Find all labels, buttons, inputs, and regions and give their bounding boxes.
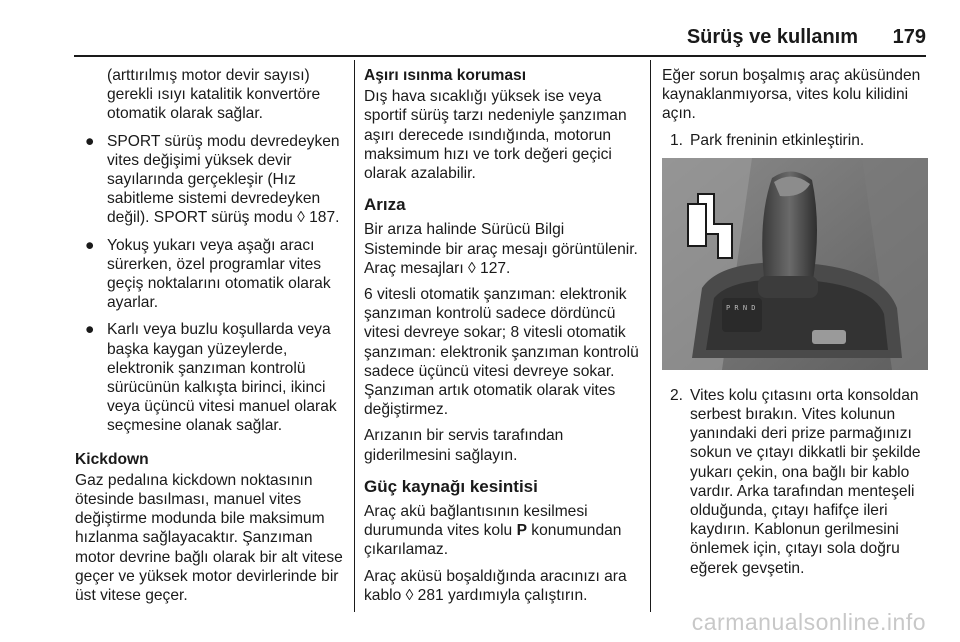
section-title: Sürüş ve kullanım	[686, 26, 858, 48]
bullet-item	[75, 236, 347, 313]
bullet-text: SPORT sürüş modu devredeyken vites değişimi yüksek devir sayılarında gerçekleşir (Hız sabitleme sistemi devredeyken değil). SPORT sürüş modu ◊ 187.	[107, 132, 340, 227]
power-heading: Güç kaynağı kesintisi	[364, 476, 538, 496]
kickdown-paragraph: Gaz pedalına kickdown noktasının ötesinde basılması, manuel vites değiştirme modunda bile maksimum hızlanma sağlayacaktır. Şanzıman motor devrine bağlı olarak bir alt vitese geçer ve yüksek motor devirlerinde bir üst vitese geçer.	[75, 471, 343, 605]
step-text: Vites kolu çıtasını orta konsoldan serbest bırakın. Vites kolunun yanındaki deri prize parmağınızı sokun ve çıtayı dikkatli bir şekilde yukarı çekin, ona bağlı bir kablo vardır. Arka tarafından menteşeli olduğunda, çıtayı hafifçe ileri kaydırın. Kablonun gerilmesini önlemek için, çıtayı sola doğru eğerek gevşetin.	[690, 386, 921, 577]
step-item	[662, 131, 928, 150]
column-middle	[364, 66, 642, 612]
step-item	[662, 386, 928, 578]
power-text-a: Araç akü bağlantısının kesilmesi durumunda vites kolu	[364, 503, 588, 540]
fault-paragraph-1: Bir arıza halinde Sürücü Bilgi Sisteminde bir araç mesajı görüntülenir. Araç mesajları ◊ 127.	[364, 221, 638, 277]
gear-lever-illustration	[662, 158, 928, 370]
kickdown-heading: Kickdown	[75, 450, 149, 468]
power-paragraph-2: Araç aküsü boşaldığında aracınızı ara kablo ◊ 281 yardımıyla çalıştırın.	[364, 567, 627, 604]
power-paragraph-1	[364, 502, 642, 560]
step-number: 1.	[670, 131, 684, 149]
step-number: 2.	[670, 386, 684, 404]
svg-text:P R N D: P R N D	[726, 303, 756, 312]
bullet-text: Yokuş yukarı veya aşağı aracı sürerken, özel programlar vites geçiş noktalarını otomatik olarak ayarlar.	[107, 236, 331, 312]
page-header	[0, 0, 960, 58]
fault-paragraph-2: 6 vitesli otomatik şanzıman: elektronik şanzıman kontrolü sadece dördüncü vitesi devreye sokar; 8 vitesli otomatik şanzıman: elektronik şanzıman kontrolü sadece üçüncü vitesi devreye sokar. Şanzıman artık otomatik olarak vites değiştirmez.	[364, 286, 639, 419]
step-text: Park freninin etkinleştirin.	[690, 131, 865, 149]
fault-paragraph-3: Arızanın bir servis tarafından giderilmesini sağlayın.	[364, 427, 564, 464]
page-number: 179	[892, 26, 926, 48]
column-divider-2	[650, 60, 651, 612]
column-left	[75, 66, 347, 612]
overheat-heading: Aşırı ısınma koruması	[364, 67, 527, 84]
bullet-icon: ●	[85, 236, 95, 254]
watermark: carmanualsonline.info	[691, 609, 926, 635]
fault-heading: Arıza	[364, 195, 406, 215]
bullet-item	[75, 320, 347, 435]
column-right	[662, 66, 928, 586]
column-divider-1	[354, 60, 355, 612]
bullet-item	[75, 132, 347, 228]
header-divider	[74, 55, 926, 57]
overheat-paragraph: Dış hava sıcaklığı yüksek ise veya sportif sürüş tarzı nedeniyle şanzıman aşırı derecede ısındığında, motorun maksimum hızı ve tork değeri geçici olarak azalabilir.	[364, 88, 627, 183]
intro-paragraph: Eğer sorun boşalmış araç aküsünden kaynaklanmıyorsa, vites kolu kilidini açın.	[662, 67, 921, 123]
bullet-icon: ●	[85, 321, 95, 339]
power-text-c: konumundan çıkarılamaz.	[364, 522, 622, 559]
bullet-icon: ●	[85, 132, 95, 150]
continued-paragraph: (arttırılmış motor devir sayısı) gerekli ısıyı katalitik konvertöre otomatik olarak sağlar.	[107, 67, 321, 123]
bullet-text: Karlı veya buzlu koşullarda veya başka kaygan yüzeylerde, elektronik şanzıman kontrolü sürücünün kalkışta birinci, ikinci veya üçüncü vitesi manuel olarak seçmesine olanak sağlar.	[107, 321, 337, 435]
park-position-label: P	[516, 522, 527, 540]
